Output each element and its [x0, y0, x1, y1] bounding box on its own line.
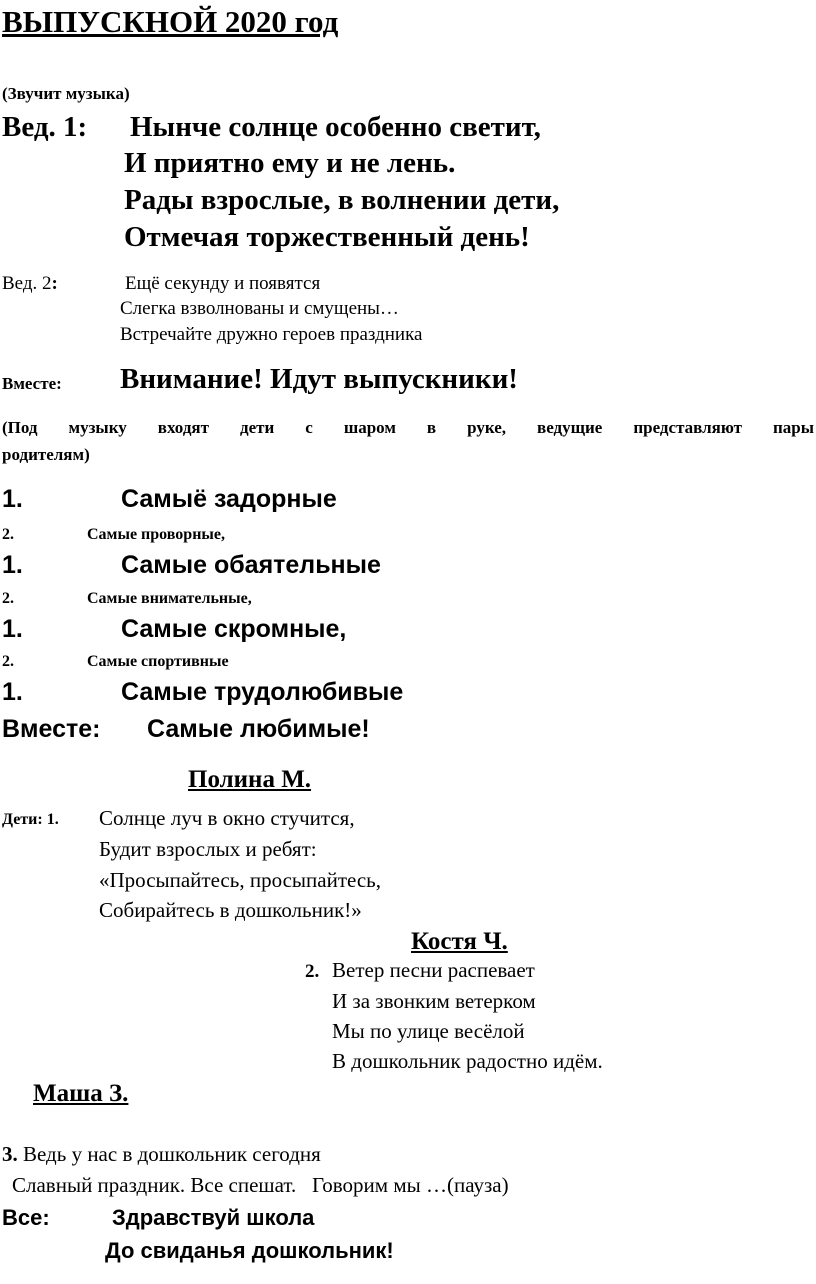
stage-direction-entrance: родителям)	[2, 445, 90, 464]
ved1-line: Нынче солнце особенно светит,	[130, 111, 541, 143]
ved1-line: Отмечая торжественный день!	[124, 221, 530, 253]
poem-line: В дошкольник радостно идём.	[332, 1049, 603, 1073]
speaker-together: Вместе:	[2, 374, 62, 393]
stage-direction-music: (Звучит музыка)	[2, 84, 130, 103]
ved1-line: И приятно ему и не лень.	[124, 147, 456, 179]
pair-text: Самые проворные,	[87, 526, 226, 543]
poem-line: «Просыпайтесь, просыпайтесь,	[99, 868, 381, 892]
pair-text: Самыё задорные	[121, 485, 337, 513]
pair-text: Самые внимательные,	[87, 590, 252, 607]
speaker-ved2-colon: :	[51, 273, 58, 294]
pair-number: 2.	[2, 590, 14, 607]
speaker-ved2	[2, 274, 58, 293]
child-name-masha: Маша З.	[33, 1080, 129, 1107]
pair-text: Самые скромные,	[121, 615, 347, 643]
poem-line: Ветер песни распевает	[332, 958, 535, 982]
pair-text: Самые спортивные	[87, 653, 229, 670]
pair-number: 2.	[2, 526, 14, 543]
poem-line: Солнце луч в окно стучится,	[99, 806, 355, 830]
child-name-kostya: Костя Ч.	[411, 928, 508, 955]
pair-number: 1.	[2, 615, 23, 643]
poem-number: 3.	[2, 1142, 18, 1166]
ved2-line: Ещё секунду и появятся	[125, 273, 321, 294]
speaker-ved1: Вед. 1:	[2, 111, 88, 143]
poem-line: И за звонким ветерком	[332, 989, 536, 1013]
pair-text: Самые трудолюбивые	[121, 678, 404, 706]
together-line: Самые любимые!	[147, 715, 370, 743]
child-name-polina: Полина М.	[188, 766, 312, 793]
poem-number: 2.	[305, 961, 320, 982]
poem-line: Собирайтесь в дошкольник!»	[99, 898, 362, 922]
ved2-line: Слегка взволнованы и смущены…	[120, 298, 399, 319]
pair-number: 1.	[2, 678, 23, 706]
pair-number: 1.	[2, 485, 23, 513]
speaker-together: Вместе:	[2, 715, 101, 743]
all-line: Здравствуй школа	[112, 1205, 315, 1230]
poem-line: Мы по улице весёлой	[332, 1019, 525, 1043]
poem-line: Славный праздник. Все спешат. Говорим мы …(пауза)	[12, 1173, 509, 1197]
together-line: Внимание! Идут выпускники!	[120, 363, 518, 395]
speaker-children: Дети: 1.	[2, 811, 59, 828]
pair-text: Самые обаятельные	[121, 551, 381, 579]
all-line: До свиданья дошкольник!	[105, 1238, 394, 1263]
ved1-line: Рады взрослые, в волнении дети,	[124, 184, 560, 216]
poem-line	[2, 1144, 321, 1165]
stage-direction-entrance: (Под музыку входят дети с шаром в руке, ведущие представляют пары	[2, 418, 814, 437]
pair-number: 2.	[2, 653, 14, 670]
speaker-ved2-label: Вед. 2	[2, 273, 52, 294]
pair-number: 1.	[2, 551, 23, 579]
ved2-line: Встречайте дружно героев праздника	[120, 324, 423, 345]
page-title: ВЫПУСКНОЙ 2020 год	[2, 4, 339, 39]
poem-line-text: Ведь у нас в дошкольник сегодня	[23, 1142, 321, 1166]
poem-line: Будит взрослых и ребят:	[99, 837, 317, 861]
speaker-all: Все:	[2, 1205, 50, 1230]
